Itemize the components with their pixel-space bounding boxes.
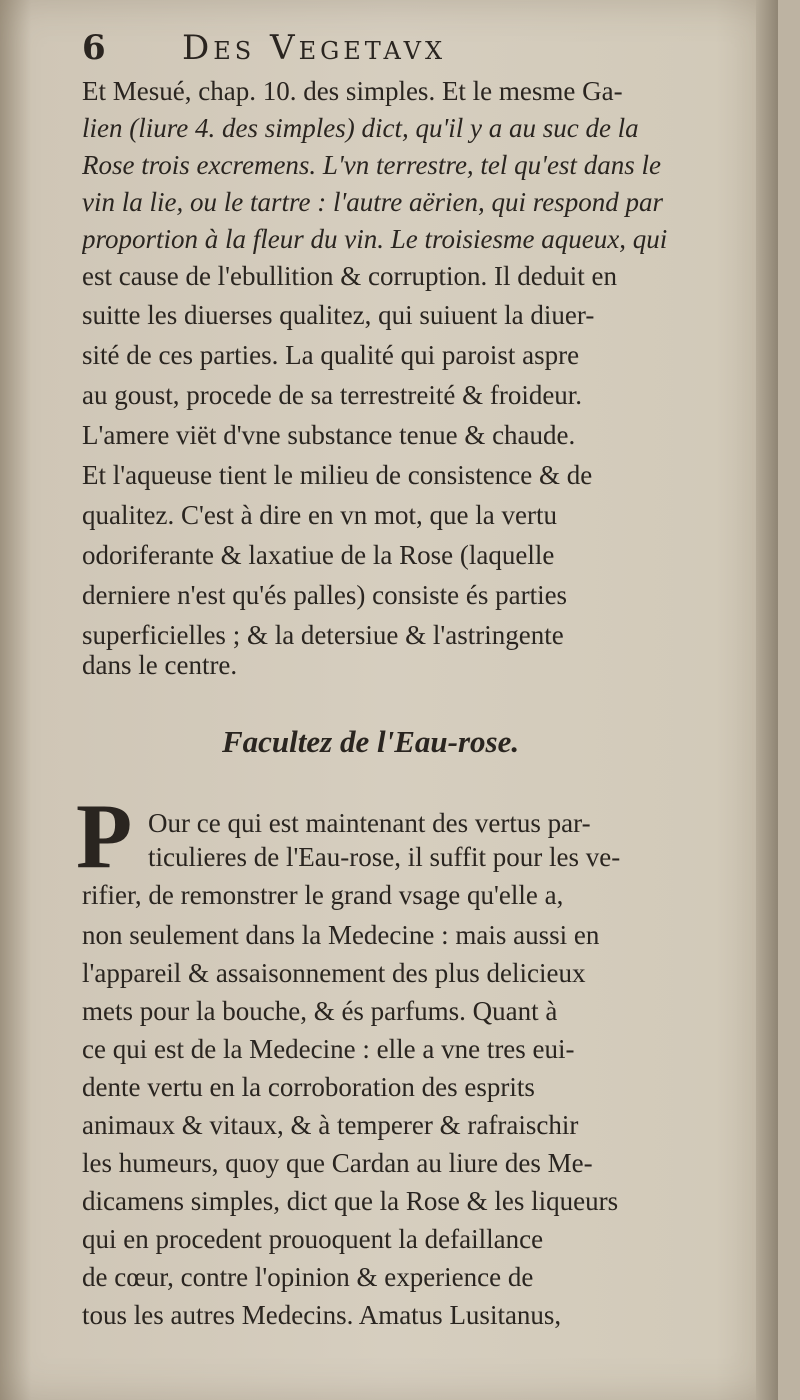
text-line: vin la lie, ou le tartre : l'autre aërien, qui respond par [82,187,663,217]
text-line: ce qui est de la Medecine : elle a vne tres eui- [82,1034,575,1064]
text-line: ticulieres de l'Eau-rose, il suffit pour les ve- [148,842,621,872]
text-line: mets pour la bouche, & és parfums. Quant à [82,996,558,1026]
text-line: est cause de l'ebullition & corruption. Il deduit en [82,261,617,291]
text-line: dans le centre. [82,650,238,680]
text-line: tous les autres Medecins. Amatus Lusitanus, [82,1300,562,1330]
text-line: au goust, procede de sa terrestreité & froideur. [82,380,583,410]
text-line: lien (liure 4. des simples) dict, qu'il y a au suc de la [82,113,639,143]
text-line: non seulement dans la Medecine : mais aussi en [82,920,600,950]
text-line: derniere n'est qu'és palles) consiste és parties [82,580,568,610]
page-number: 6 [82,28,106,68]
text-line: L'amere viët d'vne substance tenue & chaude. [82,420,576,450]
section-heading: Facultez de l'Eau-rose. [222,724,520,759]
text-line: qui en procedent prouoquent la defaillance [82,1224,544,1254]
text-line: Et Mesué, chap. 10. des simples. Et le mesme Ga- [82,76,623,106]
text-line: animaux & vitaux, & à temperer & rafraischir [82,1110,579,1140]
text-line: odoriferante & laxatiue de la Rose (laquelle [82,540,555,570]
drop-cap: P [76,785,133,887]
text-line: Rose trois excremens. L'vn terrestre, tel qu'est dans le [82,150,661,180]
text-line: superficielles ; & la detersiue & l'astringente [82,620,564,650]
text-line: sité de ces parties. La qualité qui paroist aspre [82,340,580,370]
text-line: suitte les diuerses qualitez, qui suiuent la diuer- [82,300,595,330]
text-line: Our ce qui est maintenant des vertus par- [148,808,591,838]
text-line: les humeurs, quoy que Cardan au liure des Me- [82,1148,593,1178]
text-line: Et l'aqueuse tient le milieu de consistence & de [82,460,593,490]
text-line: l'appareil & assaisonnement des plus delicieux [82,958,586,988]
text-line: dente vertu en la corroboration des esprits [82,1072,535,1102]
text-line: qualitez. C'est à dire en vn mot, que la vertu [82,500,557,530]
page-header [82,26,722,70]
running-title: Des Vegetavx [182,28,447,68]
page-edge [756,0,778,1400]
text-line: rifier, de remonstrer le grand vsage qu'elle a, [82,880,564,910]
text-line: dicamens simples, dict que la Rose & les liqueurs [82,1186,619,1216]
text-line: proportion à la fleur du vin. Le troisiesme aqueux, qui [82,224,668,254]
text-line: de cœur, contre l'opinion & experience de [82,1262,534,1292]
